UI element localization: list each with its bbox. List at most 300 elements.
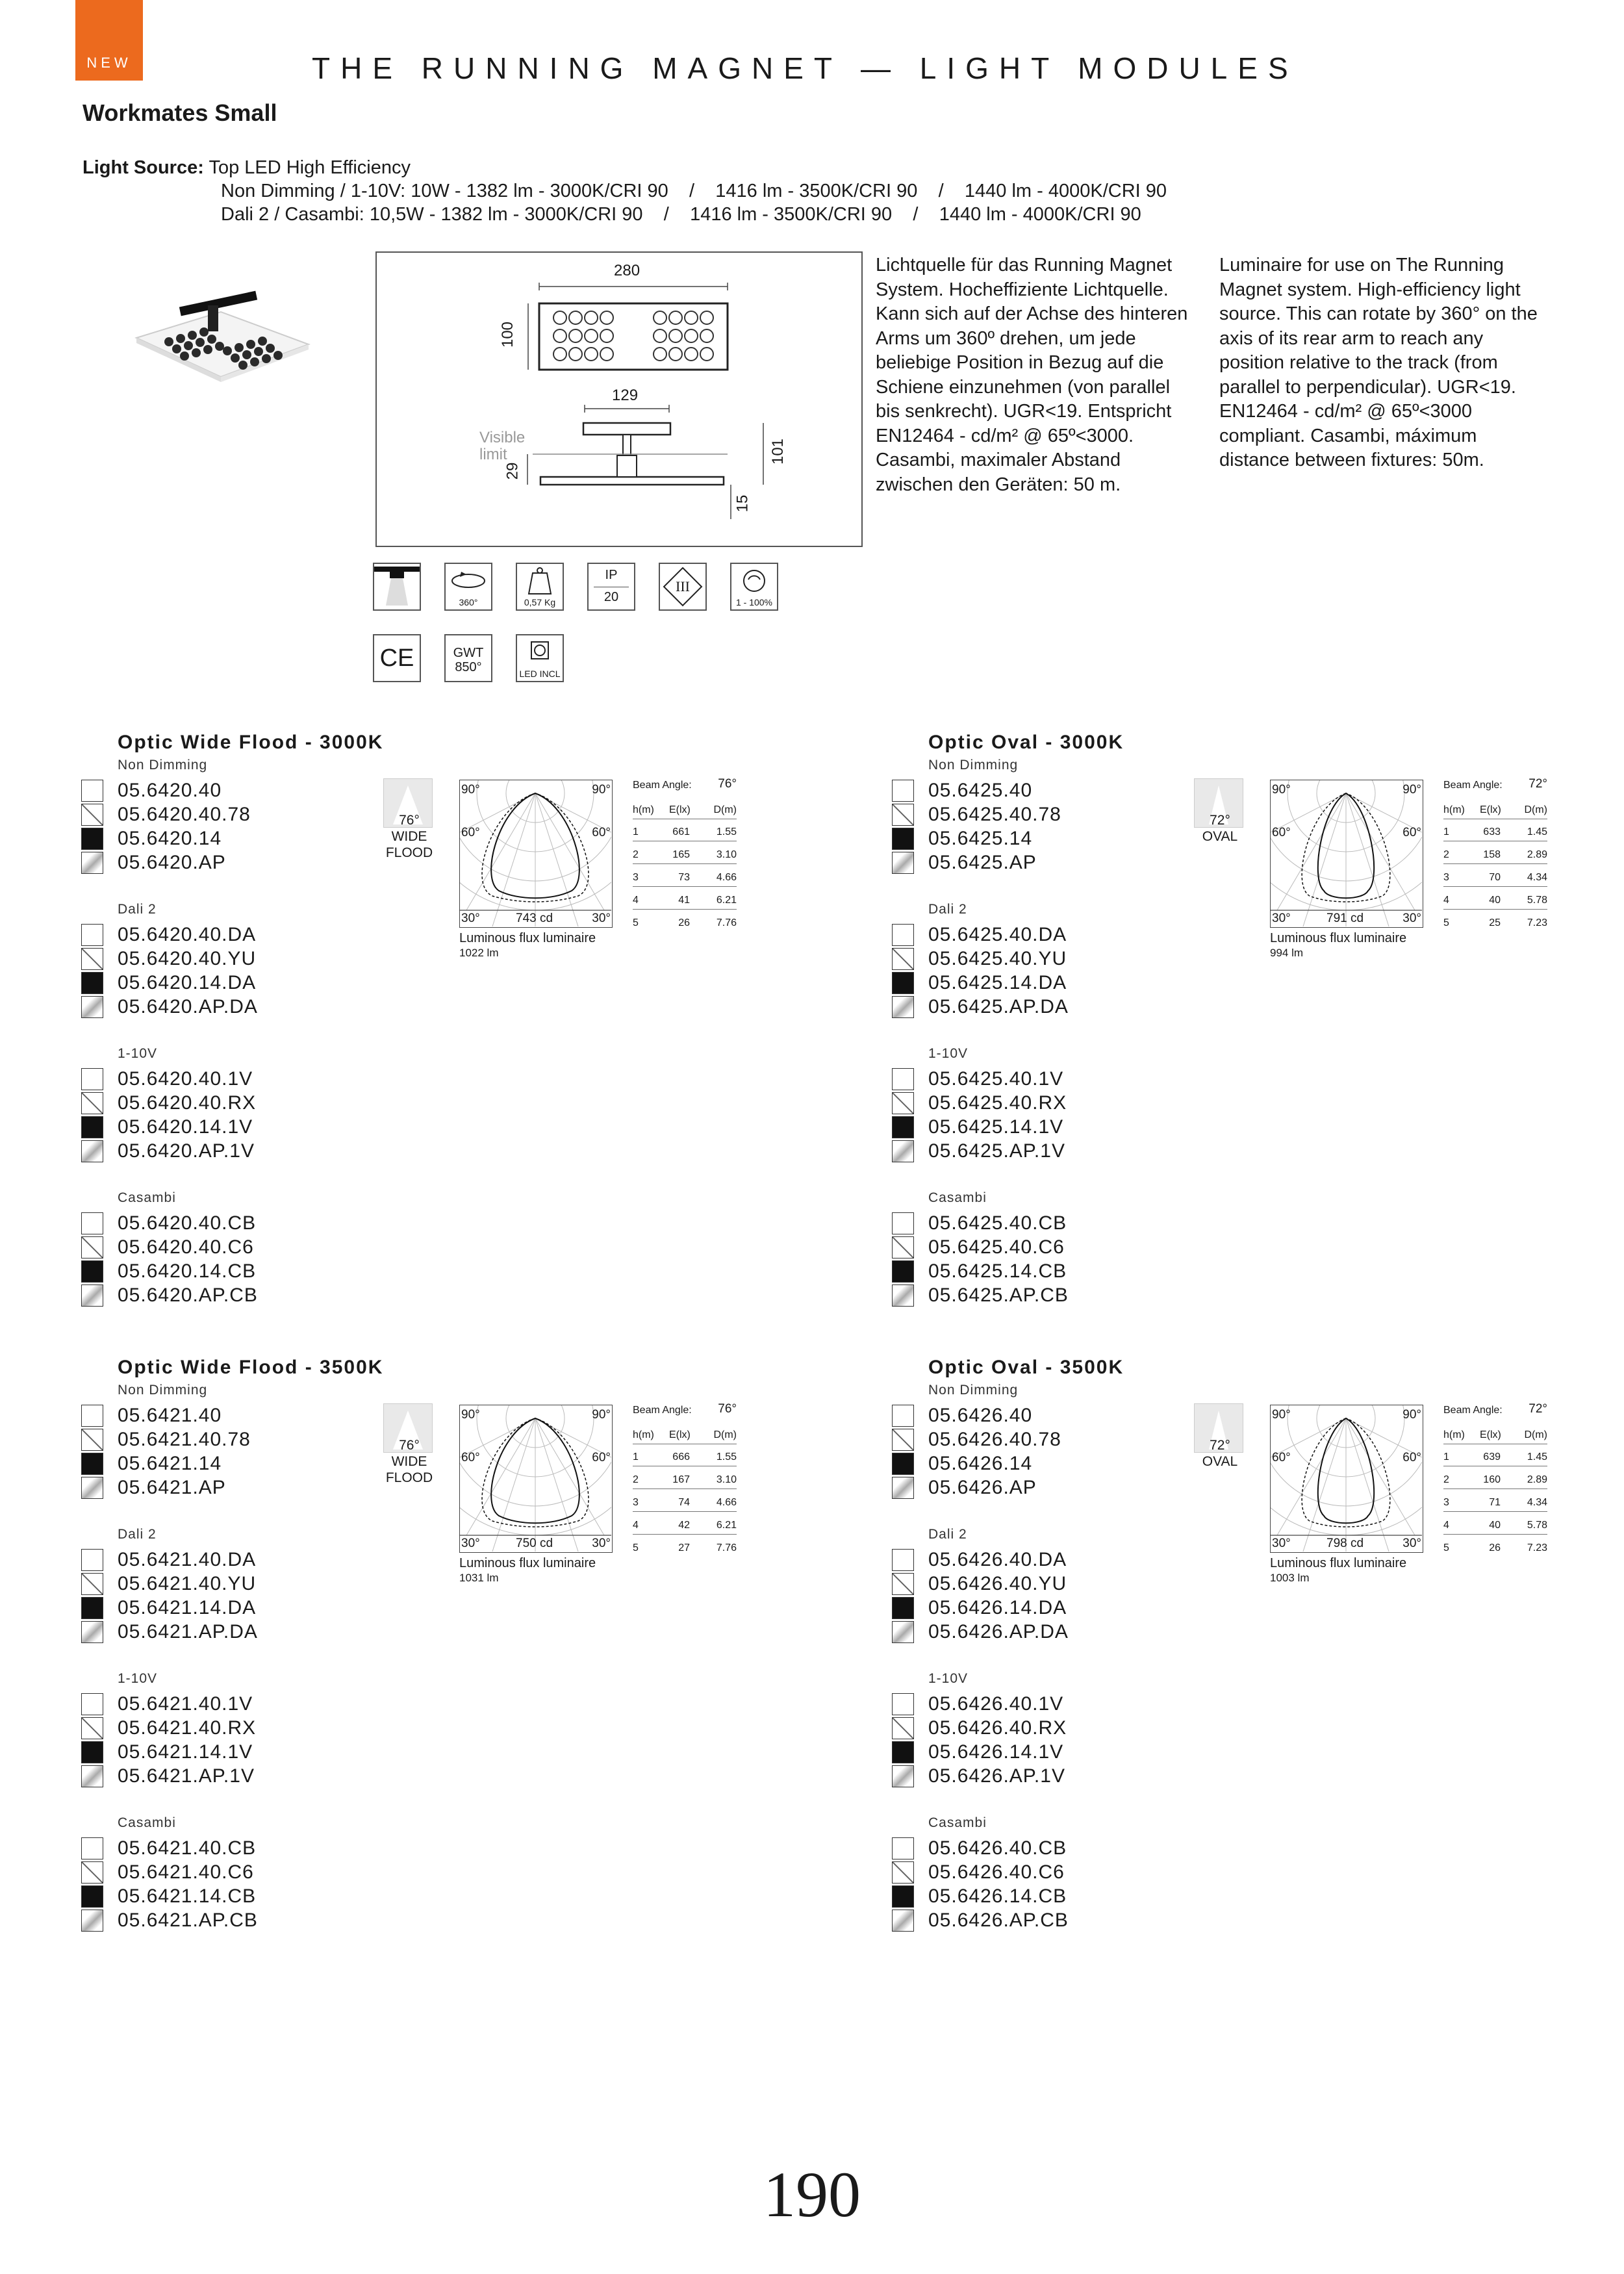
product-code: 05.6426.40.C6 <box>928 1861 1065 1883</box>
led-label: LED INCL <box>519 669 561 679</box>
product-code: 05.6425.40.DA <box>928 924 1067 945</box>
finish-swatch-black <box>892 1453 914 1475</box>
product-code: 05.6420.14 <box>118 828 222 849</box>
product-code: 05.6420.AP.CB <box>118 1284 258 1306</box>
row-diameter: 3.10 <box>716 849 737 860</box>
h-header: h(m) <box>633 804 654 815</box>
row-height: 4 <box>633 895 639 906</box>
row-illuminance: 633 <box>1483 826 1501 837</box>
product-code: 05.6426.40 <box>928 1405 1033 1426</box>
finish-swatch-gradient <box>892 1910 914 1932</box>
group-label: Casambi <box>928 1190 987 1205</box>
finish-swatch-gradient <box>892 1621 914 1643</box>
flux-value: 1031 lm <box>459 1572 499 1584</box>
dimension-drawing <box>375 251 863 547</box>
finish-swatch-black <box>892 1260 914 1283</box>
product-code: 05.6426.40.DA <box>928 1549 1067 1570</box>
e-header: E(lx) <box>1480 804 1501 815</box>
light-source <box>82 156 411 179</box>
angle-30-left: 30° <box>461 1537 480 1550</box>
glow-wire-icon <box>444 634 492 682</box>
finish-swatch-slash <box>81 1573 103 1595</box>
product-code: 05.6425.40.C6 <box>928 1236 1065 1258</box>
flux-label: Luminous flux luminaire <box>459 931 596 945</box>
finish-swatch-slash <box>81 1861 103 1884</box>
product-code: 05.6426.14.1V <box>928 1741 1064 1763</box>
beam-table-row <box>1443 1466 1547 1489</box>
row-diameter: 7.23 <box>1527 1542 1547 1553</box>
row-height: 5 <box>1443 917 1449 928</box>
finish-swatch-white <box>892 780 914 802</box>
row-illuminance: 158 <box>1483 849 1501 860</box>
product-code: 05.6420.40.DA <box>118 924 257 945</box>
product-code: 05.6426.40.1V <box>928 1693 1064 1715</box>
polar-diagram <box>1270 1405 1423 1553</box>
beam-table-row <box>633 1466 737 1489</box>
optic-angle: 76° <box>399 813 420 828</box>
section-title: Optic Wide Flood - 3000K <box>118 732 384 753</box>
angle-90-left: 90° <box>461 783 480 797</box>
group-label: Casambi <box>928 1815 987 1830</box>
beam-table <box>1443 777 1547 939</box>
product-code: 05.6425.40.CB <box>928 1212 1067 1234</box>
row-height: 4 <box>1443 1520 1449 1531</box>
finish-swatch-black <box>892 1116 914 1138</box>
group-label: Casambi <box>118 1815 176 1830</box>
row-diameter: 2.89 <box>1527 1474 1547 1485</box>
finish-swatch-gradient <box>81 1910 103 1932</box>
dimming-label: 1 - 100% <box>735 597 773 607</box>
finish-swatch-black <box>81 1116 103 1138</box>
beam-table-header <box>1443 797 1547 819</box>
angle-90-left: 90° <box>461 1408 480 1422</box>
finish-swatch-slash <box>892 1092 914 1114</box>
beam-label: Beam Angle: <box>1443 1405 1503 1416</box>
d-header: D(m) <box>713 804 737 815</box>
product-code: 05.6420.AP.1V <box>118 1140 255 1162</box>
finish-swatch-slash <box>81 1236 103 1258</box>
product-photo <box>123 286 318 390</box>
row-illuminance: 167 <box>672 1474 690 1485</box>
product-code: 05.6425.40.RX <box>928 1092 1067 1114</box>
row-illuminance: 40 <box>1489 1520 1501 1531</box>
angle-30-right: 30° <box>1402 912 1421 925</box>
product-code: 05.6420.14.1V <box>118 1116 253 1138</box>
row-illuminance: 41 <box>678 895 690 906</box>
finish-swatch-slash <box>81 948 103 970</box>
angle-60-right: 60° <box>1402 1451 1421 1464</box>
angle-60-left: 60° <box>461 826 480 839</box>
product-code: 05.6421.40 <box>118 1405 222 1426</box>
row-height: 2 <box>633 1474 639 1485</box>
finish-swatch-gradient <box>81 1284 103 1307</box>
finish-swatch-slash <box>81 1092 103 1114</box>
group-label: Non Dimming <box>928 1383 1019 1398</box>
row-diameter: 7.23 <box>1527 917 1547 928</box>
row-illuminance: 25 <box>1489 917 1501 928</box>
product-code: 05.6421.14 <box>118 1453 222 1474</box>
ip-label: IP <box>605 568 618 582</box>
row-diameter: 4.34 <box>1527 1497 1547 1508</box>
row-height: 4 <box>633 1520 639 1531</box>
finish-swatch-white <box>81 924 103 946</box>
product-code: 05.6425.14.DA <box>928 972 1067 993</box>
light-source-type: Top LED High Efficiency <box>209 157 411 178</box>
e-header: E(lx) <box>669 804 691 815</box>
flux-label: Luminous flux luminaire <box>1270 931 1407 945</box>
product-code: 05.6420.40.78 <box>118 804 251 825</box>
optic-name-1: OVAL <box>1202 829 1238 844</box>
description-de: Lichtquelle für das Running Magnet System. Hocheffiziente Lichtquelle. Kann sich auf der Achse des hinteren Arms um 360º drehen, um jede beliebige Position in Bezug auf die Schiene einzunehmen (von parallel bis senkrecht). UGR<19. Entspricht EN12464 - cd/m² @ 65º<3000. Casambi, maximaler Abstand zwischen den Geräten: 50 m. <box>876 255 1188 495</box>
group-label: Non Dimming <box>928 758 1019 773</box>
candela-value: 750 cd <box>516 1537 553 1550</box>
finish-swatch-gradient <box>81 1621 103 1643</box>
product-code: 05.6420.40.RX <box>118 1092 257 1114</box>
product-code: 05.6426.40.RX <box>928 1717 1067 1739</box>
optic-label <box>370 1437 448 1486</box>
row-illuminance: 74 <box>678 1497 690 1508</box>
finish-swatch-gradient <box>892 1765 914 1787</box>
row-diameter: 1.45 <box>1527 826 1547 837</box>
angle-60-right: 60° <box>592 1451 611 1464</box>
row-height: 1 <box>633 1451 639 1463</box>
row-diameter: 2.89 <box>1527 849 1547 860</box>
weight-label: 0,57 Kg <box>524 597 556 607</box>
finish-swatch-black <box>81 828 103 850</box>
angle-60-left: 60° <box>461 1451 480 1464</box>
row-illuminance: 40 <box>1489 895 1501 906</box>
finish-swatch-black <box>892 1597 914 1619</box>
row-height: 2 <box>633 849 639 860</box>
row-diameter: 6.21 <box>716 1520 737 1531</box>
beam-table-row <box>1443 1535 1547 1557</box>
product-code: 05.6420.14.CB <box>118 1260 257 1282</box>
product-code: 05.6421.40.DA <box>118 1549 257 1570</box>
finish-swatch-slash <box>892 1429 914 1451</box>
product-code: 05.6421.AP.1V <box>118 1765 255 1787</box>
angle-30-left: 30° <box>461 912 480 925</box>
ip-value: 20 <box>603 590 619 604</box>
dim-arm: 129 <box>612 387 639 404</box>
new-badge: NEW <box>75 0 143 81</box>
finish-swatch-slash <box>81 804 103 826</box>
product-code: 05.6420.40.CB <box>118 1212 257 1234</box>
finish-swatch-white <box>892 1405 914 1427</box>
description-en: Luminaire for use on The Running Magnet system. High-efficiency light source. This can rotate by 360° on the axis of its rear arm to reach any position relative to the track (from parallel to perpendicular). UGR<19. EN12464 - cd/m² @ 65º<3000 compliant. Casambi, máximum distance between fixtures: 50m. <box>1219 255 1538 470</box>
beam-table-row <box>633 1444 737 1466</box>
row-illuminance: 71 <box>1489 1497 1501 1508</box>
h-header: h(m) <box>1443 804 1465 815</box>
row-diameter: 5.78 <box>1527 895 1547 906</box>
product-code: 05.6421.40.C6 <box>118 1861 254 1883</box>
row-height: 5 <box>1443 1542 1449 1553</box>
optic-label <box>1181 812 1259 845</box>
beam-table-row <box>1443 864 1547 887</box>
group-label: 1-10V <box>928 1046 969 1061</box>
row-diameter: 4.34 <box>1527 872 1547 883</box>
beam-table-row <box>633 1535 737 1557</box>
dim-base: 15 <box>733 494 752 513</box>
d-header: D(m) <box>713 1429 737 1440</box>
row-height: 1 <box>1443 826 1449 837</box>
row-diameter: 1.45 <box>1527 1451 1547 1463</box>
finish-swatch-slash <box>81 1717 103 1739</box>
product-code: 05.6425.AP.DA <box>928 996 1069 1017</box>
optic-angle: 72° <box>1210 813 1230 828</box>
group-label: Dali 2 <box>928 902 967 917</box>
beam-table-row <box>1443 819 1547 841</box>
gwt-label: GWT <box>453 646 484 660</box>
dim-gap: 29 <box>503 462 522 480</box>
angle-30-right: 30° <box>1402 1537 1421 1550</box>
row-height: 1 <box>1443 1451 1449 1463</box>
row-height: 2 <box>1443 849 1449 860</box>
finish-swatch-gradient <box>81 852 103 874</box>
finish-swatch-slash <box>892 948 914 970</box>
optic-label <box>1181 1437 1259 1470</box>
product-code: 05.6421.40.1V <box>118 1693 253 1715</box>
beam-table-row <box>1443 910 1547 932</box>
beam-table <box>633 1402 737 1565</box>
row-illuminance: 26 <box>1489 1542 1501 1553</box>
light-source-dali: Dali 2 / Casambi: 10,5W - 1382 lm - 3000K/CRI 90 / 1416 lm - 3500K/CRI 90 / 1440 lm - 4000K/CRI 90 <box>221 204 1141 225</box>
finish-swatch-white <box>892 1693 914 1715</box>
finish-swatch-gradient <box>892 852 914 874</box>
row-diameter: 3.10 <box>716 1474 737 1485</box>
finish-swatch-black <box>892 828 914 850</box>
product-code: 05.6421.14.DA <box>118 1597 257 1618</box>
finish-swatch-white <box>81 1405 103 1427</box>
polar-diagram <box>1270 780 1423 928</box>
row-illuminance: 70 <box>1489 872 1501 883</box>
dim-height: 100 <box>499 321 517 348</box>
polar-diagram <box>459 1405 613 1553</box>
dimming-icon <box>730 563 778 611</box>
angle-90-left: 90° <box>1272 783 1291 797</box>
product-code: 05.6421.AP.DA <box>118 1621 258 1642</box>
finish-swatch-white <box>892 1549 914 1571</box>
product-code: 05.6425.14.CB <box>928 1260 1067 1282</box>
row-illuminance: 666 <box>672 1451 690 1463</box>
optic-name-2: FLOOD <box>385 1470 433 1485</box>
optic-label <box>370 812 448 861</box>
finish-swatch-gradient <box>81 1765 103 1787</box>
finish-swatch-gradient <box>81 1140 103 1162</box>
beam-table-header <box>633 797 737 819</box>
finish-swatch-white <box>81 1837 103 1859</box>
beam-table <box>633 777 737 939</box>
beam-table-row <box>633 841 737 864</box>
product-code: 05.6420.AP.DA <box>118 996 258 1017</box>
beam-angle: 72° <box>1529 1402 1547 1416</box>
row-illuminance: 165 <box>672 849 690 860</box>
product-code: 05.6426.AP.CB <box>928 1910 1069 1931</box>
finish-swatch-black <box>81 1597 103 1619</box>
ip-rating-icon <box>587 563 635 611</box>
product-code: 05.6420.40 <box>118 780 222 801</box>
angle-90-left: 90° <box>1272 1408 1291 1422</box>
group-label: Non Dimming <box>118 758 208 773</box>
finish-swatch-black <box>892 1741 914 1763</box>
beam-table-row <box>1443 1512 1547 1535</box>
beam-table-row <box>1443 887 1547 910</box>
finish-swatch-gradient <box>892 1140 914 1162</box>
h-header: h(m) <box>1443 1429 1465 1440</box>
finish-swatch-slash <box>892 1573 914 1595</box>
h-header: h(m) <box>633 1429 654 1440</box>
product-code: 05.6420.40.1V <box>118 1068 253 1090</box>
light-source-nondim: Non Dimming / 1-10V: 10W - 1382 lm - 3000K/CRI 90 / 1416 lm - 3500K/CRI 90 / 1440 lm - 4000K/CRI 90 <box>221 181 1167 201</box>
beam-table-row <box>633 819 737 841</box>
product-code: 05.6421.40.CB <box>118 1837 257 1859</box>
beam-table-header <box>633 1422 737 1444</box>
finish-swatch-gradient <box>81 1477 103 1499</box>
group-label: 1-10V <box>118 1046 158 1061</box>
row-illuminance: 42 <box>678 1520 690 1531</box>
flux-label: Luminous flux luminaire <box>459 1556 596 1570</box>
finish-swatch-gradient <box>81 996 103 1018</box>
product-code: 05.6425.AP.CB <box>928 1284 1069 1306</box>
product-name: Workmates Small <box>82 99 277 126</box>
optic-name-1: OVAL <box>1202 1454 1238 1469</box>
spotlight-icon <box>373 563 421 611</box>
d-header: D(m) <box>1524 804 1547 815</box>
product-code: 05.6425.40 <box>928 780 1033 801</box>
product-code: 05.6421.14.CB <box>118 1885 257 1907</box>
beam-label: Beam Angle: <box>1443 780 1503 791</box>
row-diameter: 1.55 <box>716 1451 737 1463</box>
row-illuminance: 639 <box>1483 1451 1501 1463</box>
optic-name-1: WIDE <box>391 829 427 844</box>
row-height: 3 <box>1443 872 1449 883</box>
angle-60-left: 60° <box>1272 1451 1291 1464</box>
row-diameter: 5.78 <box>1527 1520 1547 1531</box>
beam-table-row <box>633 864 737 887</box>
product-code: 05.6425.14.1V <box>928 1116 1064 1138</box>
finish-swatch-white <box>892 924 914 946</box>
finish-swatch-black <box>81 1453 103 1475</box>
angle-90-right: 90° <box>1402 1408 1421 1422</box>
angle-60-right: 60° <box>1402 826 1421 839</box>
finish-swatch-white <box>81 1212 103 1234</box>
angle-30-left: 30° <box>1272 912 1291 925</box>
row-height: 3 <box>633 872 639 883</box>
finish-swatch-white <box>81 780 103 802</box>
rotation-icon <box>444 563 492 611</box>
beam-label: Beam Angle: <box>633 780 692 791</box>
finish-swatch-white <box>892 1068 914 1090</box>
product-code: 05.6426.14.DA <box>928 1597 1067 1618</box>
section-title: Optic Wide Flood - 3500K <box>118 1357 384 1378</box>
section-title: Optic Oval - 3500K <box>928 1357 1124 1378</box>
light-source-label: Light Source: <box>82 157 204 178</box>
row-diameter: 4.66 <box>716 872 737 883</box>
flux-label: Luminous flux luminaire <box>1270 1556 1407 1570</box>
product-code: 05.6425.AP.1V <box>928 1140 1065 1162</box>
angle-30-right: 30° <box>592 912 611 925</box>
ce-mark-icon: CE <box>373 634 421 682</box>
optic-name-2: FLOOD <box>385 845 433 860</box>
group-label: Non Dimming <box>118 1383 208 1398</box>
dim-total-height: 101 <box>769 438 787 465</box>
finish-swatch-slash <box>892 1861 914 1884</box>
beam-table-row <box>633 1512 737 1535</box>
row-illuminance: 27 <box>678 1542 690 1553</box>
section-title: Optic Oval - 3000K <box>928 732 1124 753</box>
row-height: 5 <box>633 917 639 928</box>
row-diameter: 4.66 <box>716 1497 737 1508</box>
finish-swatch-white <box>81 1693 103 1715</box>
product-code: 05.6420.14.DA <box>118 972 257 993</box>
beam-table-row <box>1443 841 1547 864</box>
row-diameter: 1.55 <box>716 826 737 837</box>
beam-table-row <box>633 887 737 910</box>
optic-angle: 72° <box>1210 1438 1230 1453</box>
row-diameter: 7.76 <box>716 917 737 928</box>
row-height: 4 <box>1443 895 1449 906</box>
product-code: 05.6421.AP.CB <box>118 1910 258 1931</box>
product-code: 05.6426.40.YU <box>928 1573 1067 1594</box>
row-illuminance: 26 <box>678 917 690 928</box>
product-code: 05.6426.14 <box>928 1453 1033 1474</box>
finish-swatch-white <box>892 1837 914 1859</box>
flux-value: 994 lm <box>1270 947 1304 959</box>
beam-label: Beam Angle: <box>633 1405 692 1416</box>
product-code: 05.6421.40.RX <box>118 1717 257 1739</box>
finish-swatch-black <box>81 1741 103 1763</box>
row-height: 3 <box>633 1497 639 1508</box>
angle-30-right: 30° <box>592 1537 611 1550</box>
beam-table-row <box>633 910 737 932</box>
finish-swatch-black <box>81 1885 103 1908</box>
finish-swatch-gradient <box>892 1477 914 1499</box>
beam-angle: 76° <box>718 1402 737 1416</box>
product-code: 05.6425.40.1V <box>928 1068 1064 1090</box>
e-header: E(lx) <box>1480 1429 1501 1440</box>
visible-limit-label: Visible limit <box>479 429 526 463</box>
finish-swatch-white <box>81 1549 103 1571</box>
product-code: 05.6420.40.YU <box>118 948 257 969</box>
group-label: 1-10V <box>118 1671 158 1686</box>
weight-icon <box>516 563 564 611</box>
finish-swatch-slash <box>892 1236 914 1258</box>
candela-value: 743 cd <box>516 912 553 925</box>
dim-width: 280 <box>614 262 641 279</box>
product-code: 05.6421.AP <box>118 1477 226 1498</box>
beam-table-row <box>1443 1489 1547 1512</box>
beam-table-row <box>633 1489 737 1512</box>
finish-swatch-slash <box>81 1429 103 1451</box>
group-label: 1-10V <box>928 1671 969 1686</box>
finish-swatch-slash <box>892 804 914 826</box>
beam-table-row <box>1443 1444 1547 1466</box>
row-diameter: 6.21 <box>716 895 737 906</box>
product-code: 05.6421.40.78 <box>118 1429 251 1450</box>
angle-90-right: 90° <box>592 783 611 797</box>
row-height: 2 <box>1443 1474 1449 1485</box>
finish-swatch-black <box>892 1885 914 1908</box>
product-code: 05.6421.14.1V <box>118 1741 253 1763</box>
finish-swatch-gradient <box>892 996 914 1018</box>
beam-table-header <box>1443 1422 1547 1444</box>
finish-swatch-black <box>81 1260 103 1283</box>
row-height: 5 <box>633 1542 639 1553</box>
row-illuminance: 661 <box>672 826 690 837</box>
flux-value: 1022 lm <box>459 947 499 959</box>
candela-value: 791 cd <box>1326 912 1364 925</box>
product-code: 05.6420.40.C6 <box>118 1236 254 1258</box>
page-number: 190 <box>763 2158 861 2230</box>
